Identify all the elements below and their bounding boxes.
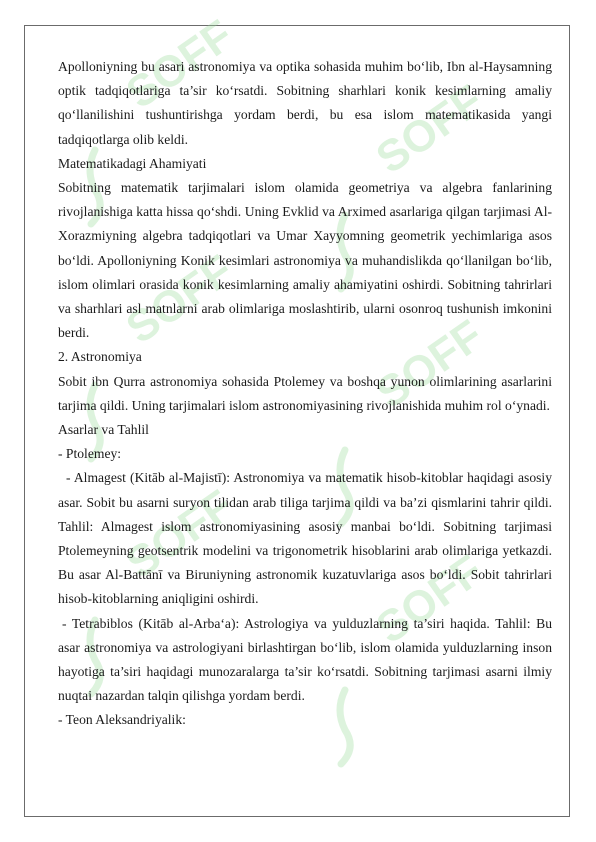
list-item: - Almagest (Kitāb al-Majistī): Astronomiya va matematik hisob-kitoblar haqidagi asosiy asar. Sobit bu asarni suryon tilidan arab tiliga tarjima qildi va ba’zi qismlarini tahrir qildi. Tahlil: Almagest islom astronomiyasining asosiy manbai bo‘ldi. Sobitning tarjimasi Ptolemeyning geotsentrik modelini va trigonometrik hisoblarini arab olimlariga yetkazdi. Bu asar Al-Battānī va Biruniyning astronomik kuzatuvlariga asos bo‘ldi. Sobit tahrirlari hisob-kitoblarning aniqligini oshirdi. [58,470,552,607]
watermark-text: SOFF [117,10,242,119]
watermark-text: SOFF [367,75,492,184]
paragraph: Sobit ibn Qurra astronomiya sohasida Ptolemey va boshqa yunon olimlarining asarlarini tarjima qildi. Uning tarjimalari islom astronomiyasining rivojlanishida muhim rol o‘ynadi. [58,373,552,413]
section-heading: Matematikadagi Ahamiyati [58,155,207,171]
watermark-text: SOFF [367,545,492,654]
watermark-text: SOFF [117,480,242,589]
watermark-text: SOFF [117,245,242,354]
list-item: - Ptolemey: [58,446,122,462]
paragraph: Apolloniyning bu asari astronomiya va optika sohasida muhim bo‘lib, Ibn al-Haysamning optik tadqiqotlariga ta’sir ko‘rsatdi. Sobitning sharhlari konik kesimlarning amaliy qo‘llanilishini tushuntirishga yordam berdi, bu esa islom matematikasida yangi tadqiqotlarga olib keldi. [58,59,552,147]
watermark-text: SOFF [367,310,492,419]
list-item: - Tetrabiblos (Kitāb al-Arba‘a): Astrologiya va yulduzlarning ta’siri haqida. Tahlil: Bu asar astronomiya va astrologiyani birlashtirgan bo‘lib, islom olamida yulduzlarning inson hayotiga ta’siri haqidagi munozaralarga ta’sir ko‘rsatdi. Sobitning tarjimasi asarni ilmiy nuqtai nazardan talqin qilishga yordam berdi. [58,615,552,704]
section-heading: Asarlar va Tahlil [58,422,149,438]
section-heading: 2. Astronomiya [58,349,142,365]
document-body [58,55,552,733]
list-item: - Teon Aleksandriyalik: [58,712,186,728]
paragraph: Sobitning matematik tarjimalari islom olamida geometriya va algebra fanlarining rivojlanishiga katta hissa qo‘shdi. Uning Evklid va Arximed asarlariga qilgan tarjimasi Al-Xorazmiyning algebra tadqiqotlari va Umar Xayyomning geometrik yechimlariga asos bo‘ldi. Apolloniyning Konik kesimlari astronomiya va muhandislikda qo‘llanilgan bo‘lib, islom olimlari orasida konik kesimlarning amaliy ahamiyatini oshirdi. Sobitning tahrirlari va sharhlari asl matnlarni arab olimlariga moslashtirib, ularni osonroq tushunish imkonini berdi. [58,180,552,341]
